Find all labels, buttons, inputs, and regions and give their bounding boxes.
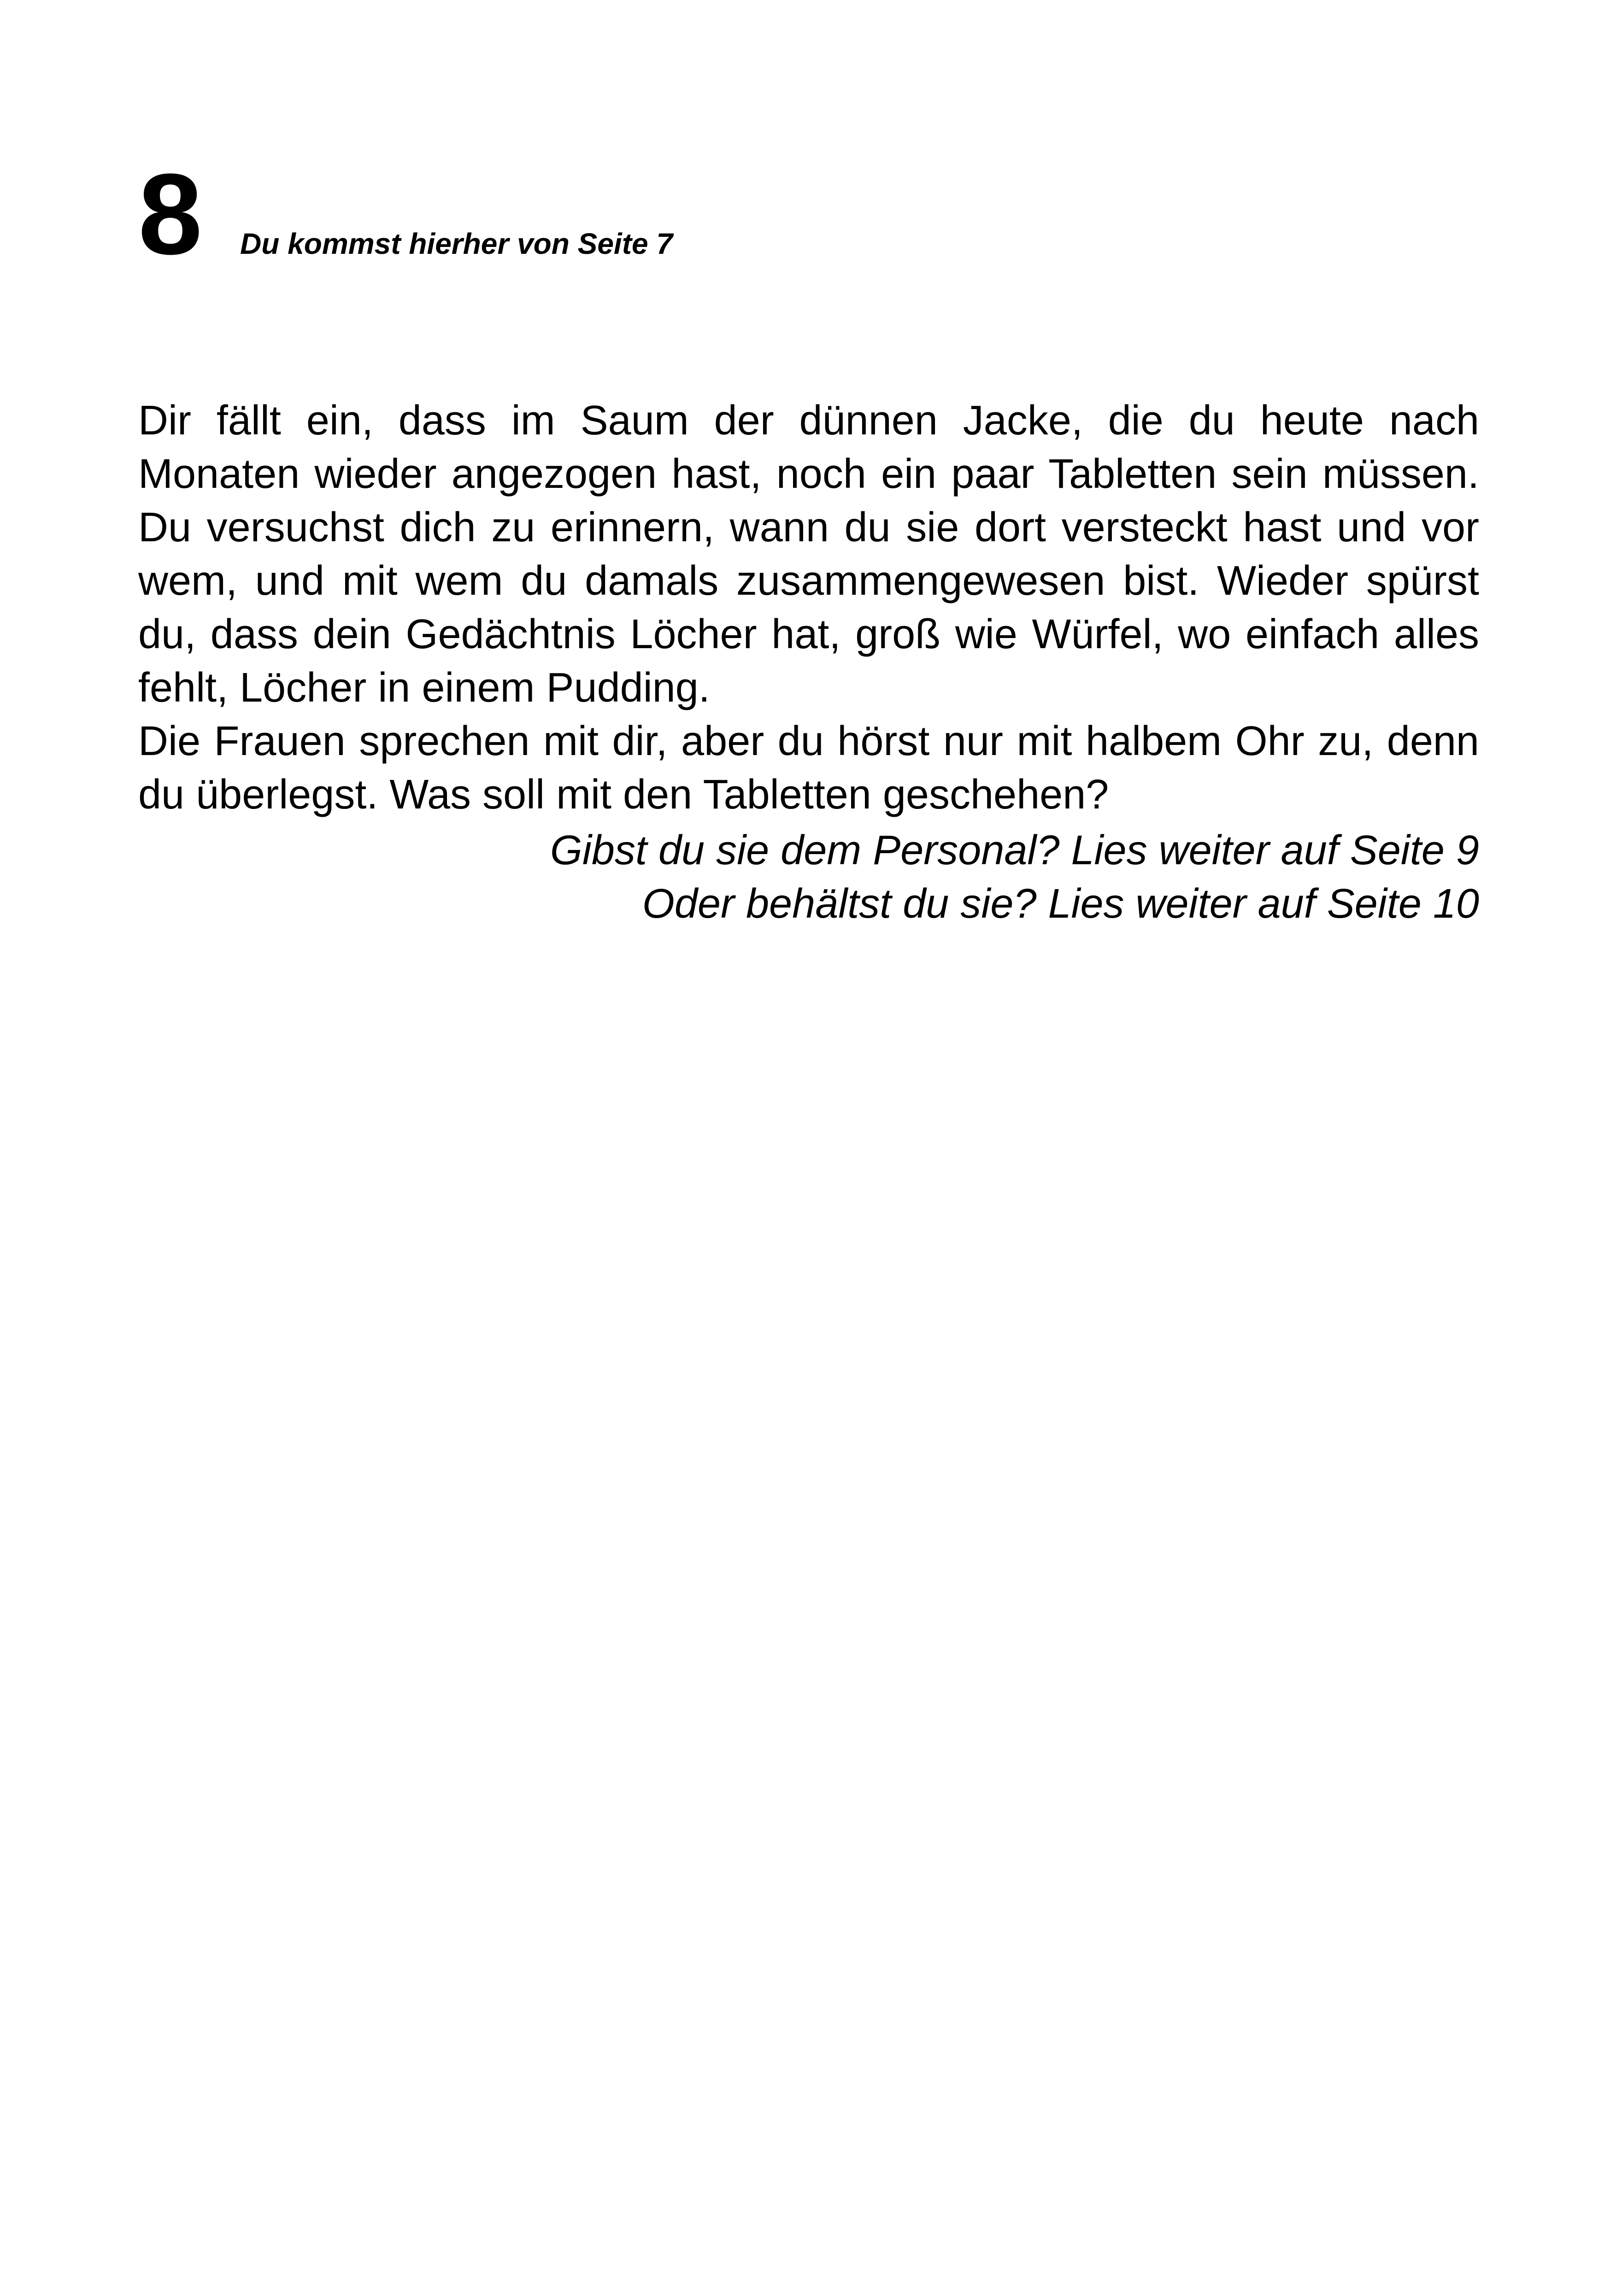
choice-give-to-staff: Gibst du sie dem Personal? Lies weiter auf Seite 9 — [550, 827, 1479, 873]
story-paragraph: Dir fällt ein, dass im Saum der dünnen Jacke, die du heute nach Monaten wieder angezogen hast, noch ein paar Tabletten sein müssen. Du versuchst dich zu erinnern, wann du sie dort versteckt hast und vor wem, und mit wem du damals zusammengewesen bist. Wieder spürst du, dass dein Gedächtnis Löcher hat, groß wie Würfel, wo einfach alles fehlt, Löcher in einem Pudding. — [138, 398, 1479, 711]
choice-list — [138, 824, 1479, 931]
page-number: 8 — [138, 150, 203, 278]
page-header — [138, 150, 673, 278]
story-text — [138, 394, 1479, 821]
choice-keep-pills: Oder behältst du sie? Lies weiter auf Seite 10 — [642, 881, 1479, 927]
story-paragraph: Die Frauen sprechen mit dir, aber du hörst nur mit halbem Ohr zu, denn du überlegst. Was soll mit den Tabletten geschehen? — [138, 718, 1479, 818]
origin-note: Du kommst hierher von Seite 7 — [240, 227, 673, 260]
